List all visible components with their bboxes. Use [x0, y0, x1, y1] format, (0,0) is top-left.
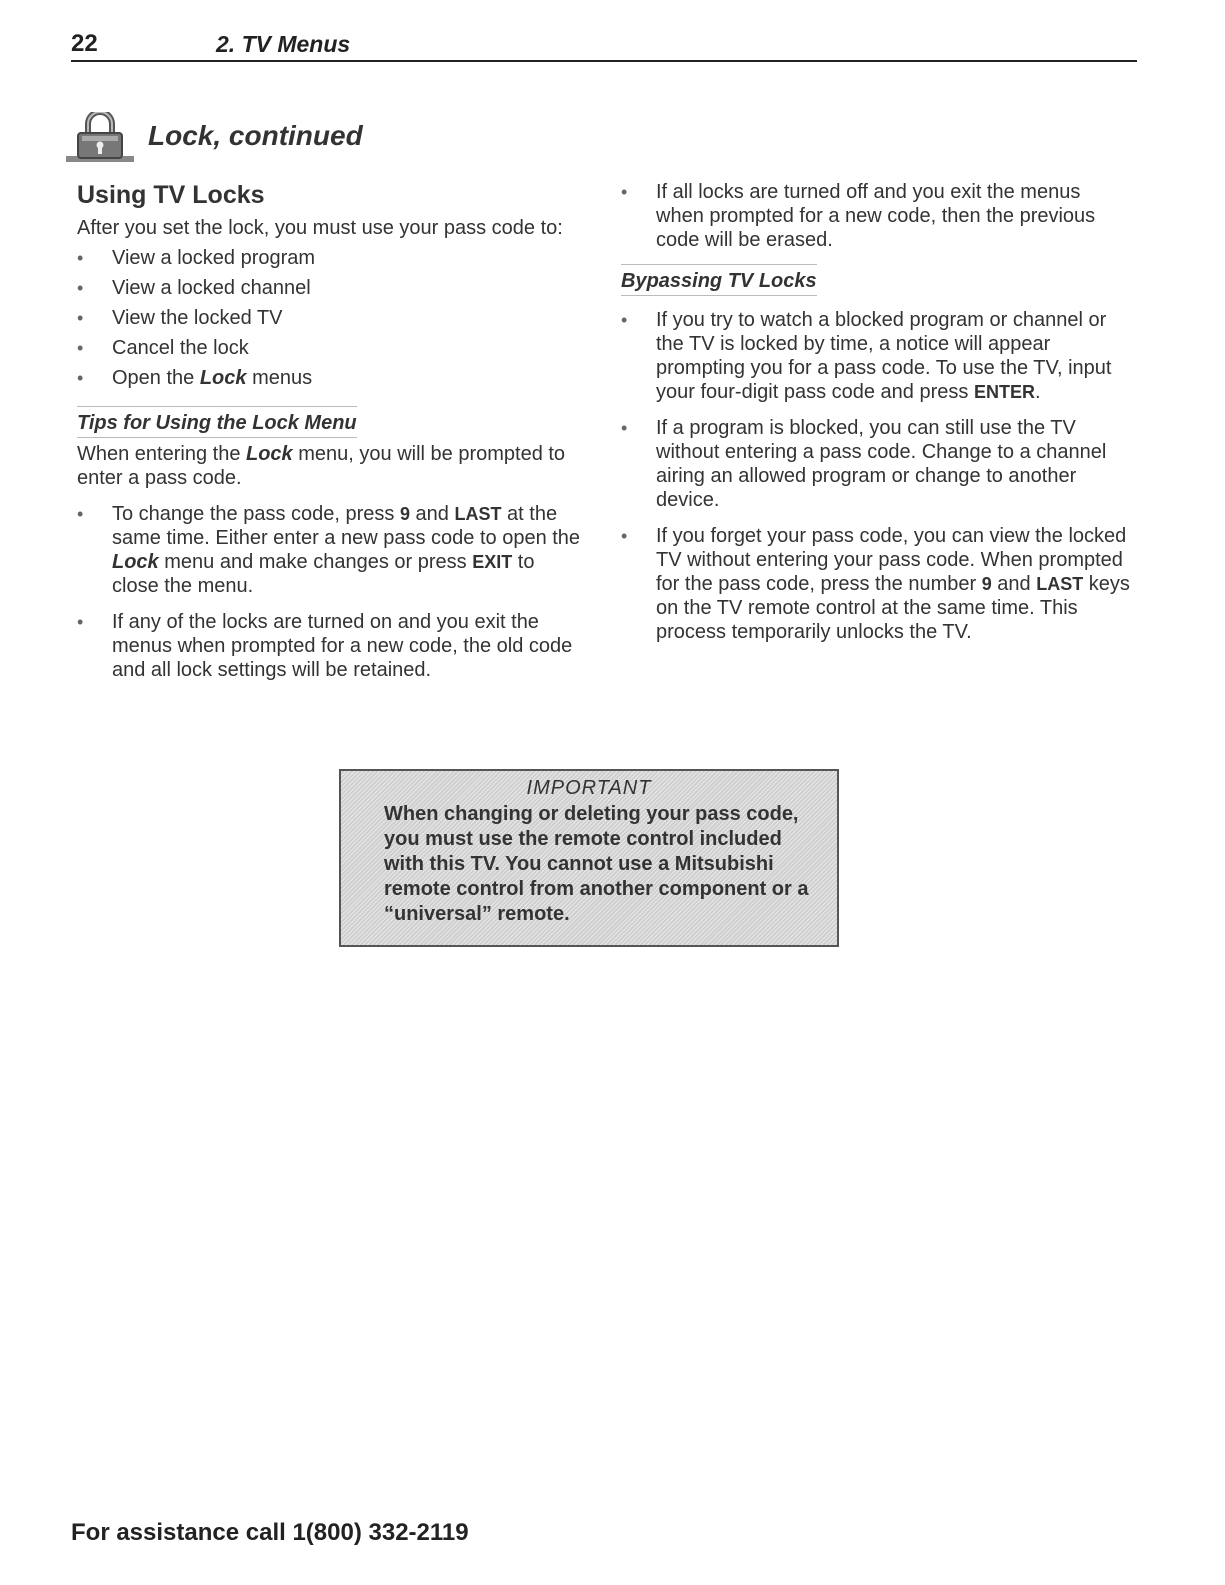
bypass-list [621, 308, 1131, 644]
page-header [71, 30, 1137, 62]
list-item: • If a program is blocked, you can still use the TV without entering a pass code. Change to a channel airing an allowed program or change to another device. [621, 416, 1131, 512]
list-item: • If you try to watch a blocked program or channel or the TV is locked by time, a notice will appear prompting you for a pass code. To use the TV, input your four-digit pass code and press ENTER. [621, 308, 1131, 404]
list-item: • Cancel the lock [77, 336, 582, 360]
list-item: • If any of the locks are turned on and you exit the menus when prompted for a new code, the old code and all lock settings will be retained. [77, 610, 582, 682]
heading-using-tv-locks: Using TV Locks [77, 181, 265, 209]
page-number: 22 [71, 30, 98, 57]
left-column [77, 180, 582, 682]
list-item: • If you forget your pass code, you can view the locked TV without entering your pass code. When prompted for the pass code, press the number 9 and LAST keys on the TV remote control at the same time. This process temporarily unlocks the TV. [621, 524, 1131, 644]
uses-list [77, 246, 582, 390]
tips-heading: Tips for Using the Lock Menu [77, 406, 357, 438]
list-item: • View a locked channel [77, 276, 582, 300]
bypass-heading: Bypassing TV Locks [621, 264, 817, 296]
important-title: IMPORTANT [526, 777, 652, 799]
list-item: • Open the Lock menus [77, 366, 582, 390]
important-body: When changing or deleting your pass code, you must use the remote control included with this TV. You cannot use a Mitsubishi remote control from another component or a “universal” remote. [384, 803, 809, 925]
page-title: Lock, continued [148, 120, 363, 151]
list-item: • View the locked TV [77, 306, 582, 330]
section-title: 2. TV Menus [216, 31, 351, 57]
tips-intro: When entering the Lock menu, you will be prompted to enter a pass code. [77, 443, 566, 489]
list-item: • View a locked program [77, 246, 582, 270]
intro-text: After you set the lock, you must use your pass code to: [77, 217, 563, 239]
important-notice-box [339, 769, 839, 947]
tips-list-continued [621, 180, 1131, 252]
list-item: • If all locks are turned off and you exit the menus when prompted for a new code, then the previous code will be erased. [621, 180, 1131, 252]
right-column [621, 180, 1131, 644]
padlock-icon [66, 112, 134, 164]
footer-assistance: For assistance call 1(800) 332-2119 [71, 1519, 469, 1546]
list-item: • To change the pass code, press 9 and LAST at the same time. Either enter a new pass code to open the Lock menu and make changes or press EXIT to close the menu. [77, 502, 582, 598]
tips-list [77, 502, 582, 682]
